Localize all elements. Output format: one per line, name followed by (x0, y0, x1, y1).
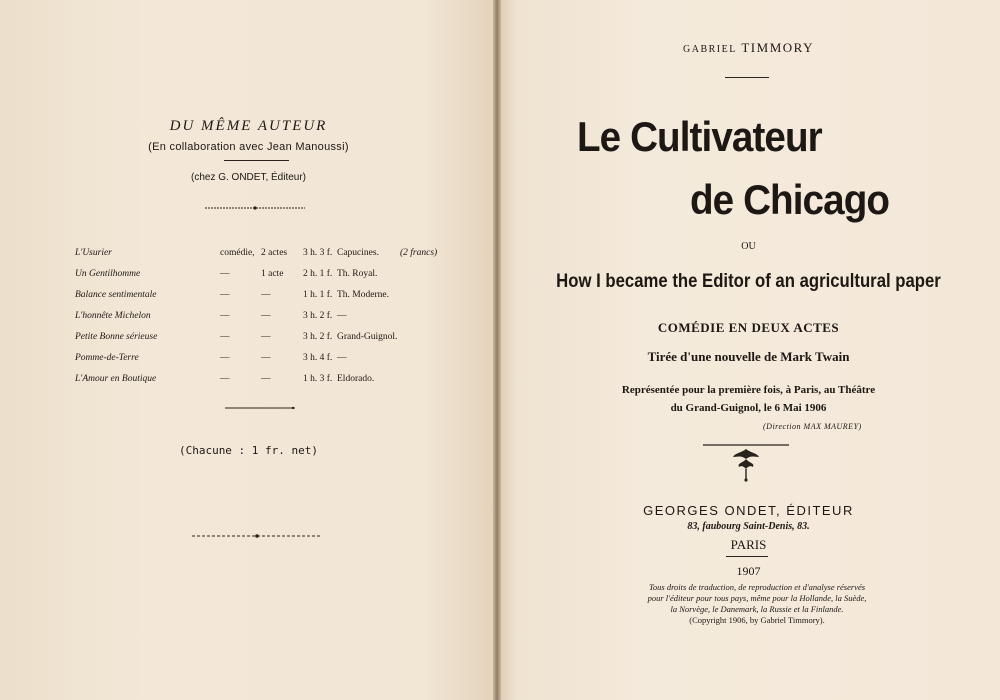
work-acts: 1 acte (261, 269, 284, 279)
publication-year: 1907 (736, 564, 761, 578)
work-title: Un Gentilhomme (75, 269, 141, 279)
english-subtitle: How I became the Editor of an agricultural paper (556, 271, 941, 292)
price-note: (Chacune : 1 fr. net) (178, 444, 319, 457)
work-genre: — (220, 311, 230, 321)
work-roles: 1 h. 1 f. (303, 290, 333, 300)
author-first-name: GABRIEL (683, 44, 737, 55)
work-row (75, 374, 455, 395)
publisher-address: 83, faubourg Saint-Denis, 83. (687, 521, 810, 532)
work-row (75, 269, 455, 290)
work-title: L'Usurier (75, 248, 112, 258)
title-line-2: de Chicago (690, 176, 890, 223)
work-row (75, 248, 455, 269)
work-row (75, 332, 455, 353)
author-rule (725, 77, 769, 78)
left-page (0, 0, 497, 700)
work-theater: Capucines. (337, 248, 379, 258)
work-acts: — (261, 290, 271, 300)
work-row (75, 353, 455, 374)
direction-note: (Direction MAX MAUREY) (763, 422, 862, 431)
book-gutter (493, 0, 501, 700)
work-row (75, 311, 455, 332)
work-genre: — (220, 353, 230, 363)
work-genre: comédie, (220, 248, 255, 258)
work-acts: — (261, 374, 271, 384)
dotted-ornament-bottom (192, 532, 322, 540)
city-rule (726, 556, 768, 557)
work-theater: Grand-Guignol. (337, 332, 398, 342)
copyright-line: (Copyright 1906, by Gabriel Timmory). (689, 615, 825, 625)
rights-line: Tous droits de traduction, de reproduction et d'analyse réservés (648, 582, 866, 592)
work-roles: 2 h. 1 f. (303, 269, 333, 279)
work-genre: — (220, 290, 230, 300)
work-theater: — (337, 311, 347, 321)
title-line-1: Le Cultivateur (577, 113, 822, 160)
ou-connector: OU (741, 241, 756, 252)
work-roles: 1 h. 3 f. (303, 374, 333, 384)
publisher-name: GEORGES ONDET, ÉDITEUR (643, 503, 854, 518)
work-acts: — (261, 332, 271, 342)
work-title: Pomme-de-Terre (75, 353, 139, 363)
collaboration-note: (En collaboration avec Jean Manoussi) (148, 141, 349, 153)
work-title: L'honnête Michelon (75, 311, 151, 321)
author-last-name: TIMMORY (741, 40, 814, 55)
work-roles: 3 h. 2 f. (303, 311, 333, 321)
right-page (497, 0, 1000, 700)
work-roles: 3 h. 2 f. (303, 332, 333, 342)
rights-line: la Norvège, le Danemark, la Russie et la Finlande. (670, 604, 844, 614)
work-roles: 3 h. 3 f. (303, 248, 333, 258)
work-genre: — (220, 374, 230, 384)
work-theater: Th. Moderne. (337, 290, 389, 300)
rights-notice (567, 582, 947, 626)
work-title: Petite Bonne sérieuse (75, 332, 158, 342)
work-theater: — (337, 353, 347, 363)
performance-line-1: Représentée pour la première fois, à Paris, au Théâtre (621, 384, 876, 396)
work-roles: 3 h. 4 f. (303, 353, 333, 363)
works-list (75, 248, 455, 395)
work-row (75, 290, 455, 311)
performance-line-2: du Grand-Guignol, le 6 Mai 1906 (670, 402, 827, 414)
same-author-heading: DU MÊME AUTEUR (169, 118, 328, 134)
source-line: Tirée d'une nouvelle de Mark Twain (647, 349, 850, 364)
publisher-note: (chez G. ONDET, Éditeur) (190, 172, 307, 183)
work-title: L'Amour en Boutique (75, 374, 157, 384)
rights-line: pour l'éditeur pour tous pays, même pour la Hollande, la Suède, (647, 593, 867, 603)
publisher-city: PARIS (730, 537, 767, 552)
work-theater: Eldorado. (337, 374, 375, 384)
work-genre: — (220, 332, 230, 342)
genre-line: COMÉDIE EN DEUX ACTES (657, 320, 840, 335)
work-price-note: (2 francs) (400, 248, 438, 258)
work-title: Balance sentimentale (75, 290, 157, 300)
work-theater: Th. Royal. (337, 269, 378, 279)
work-acts: — (261, 311, 271, 321)
fleuron-ornament (703, 441, 789, 483)
short-rule-ornament (225, 405, 295, 411)
divider-rule (224, 160, 289, 161)
work-genre: — (220, 269, 230, 279)
dotted-ornament (205, 204, 305, 212)
author-name (497, 40, 1000, 56)
work-acts: 2 actes (261, 248, 288, 258)
work-acts: — (261, 353, 271, 363)
